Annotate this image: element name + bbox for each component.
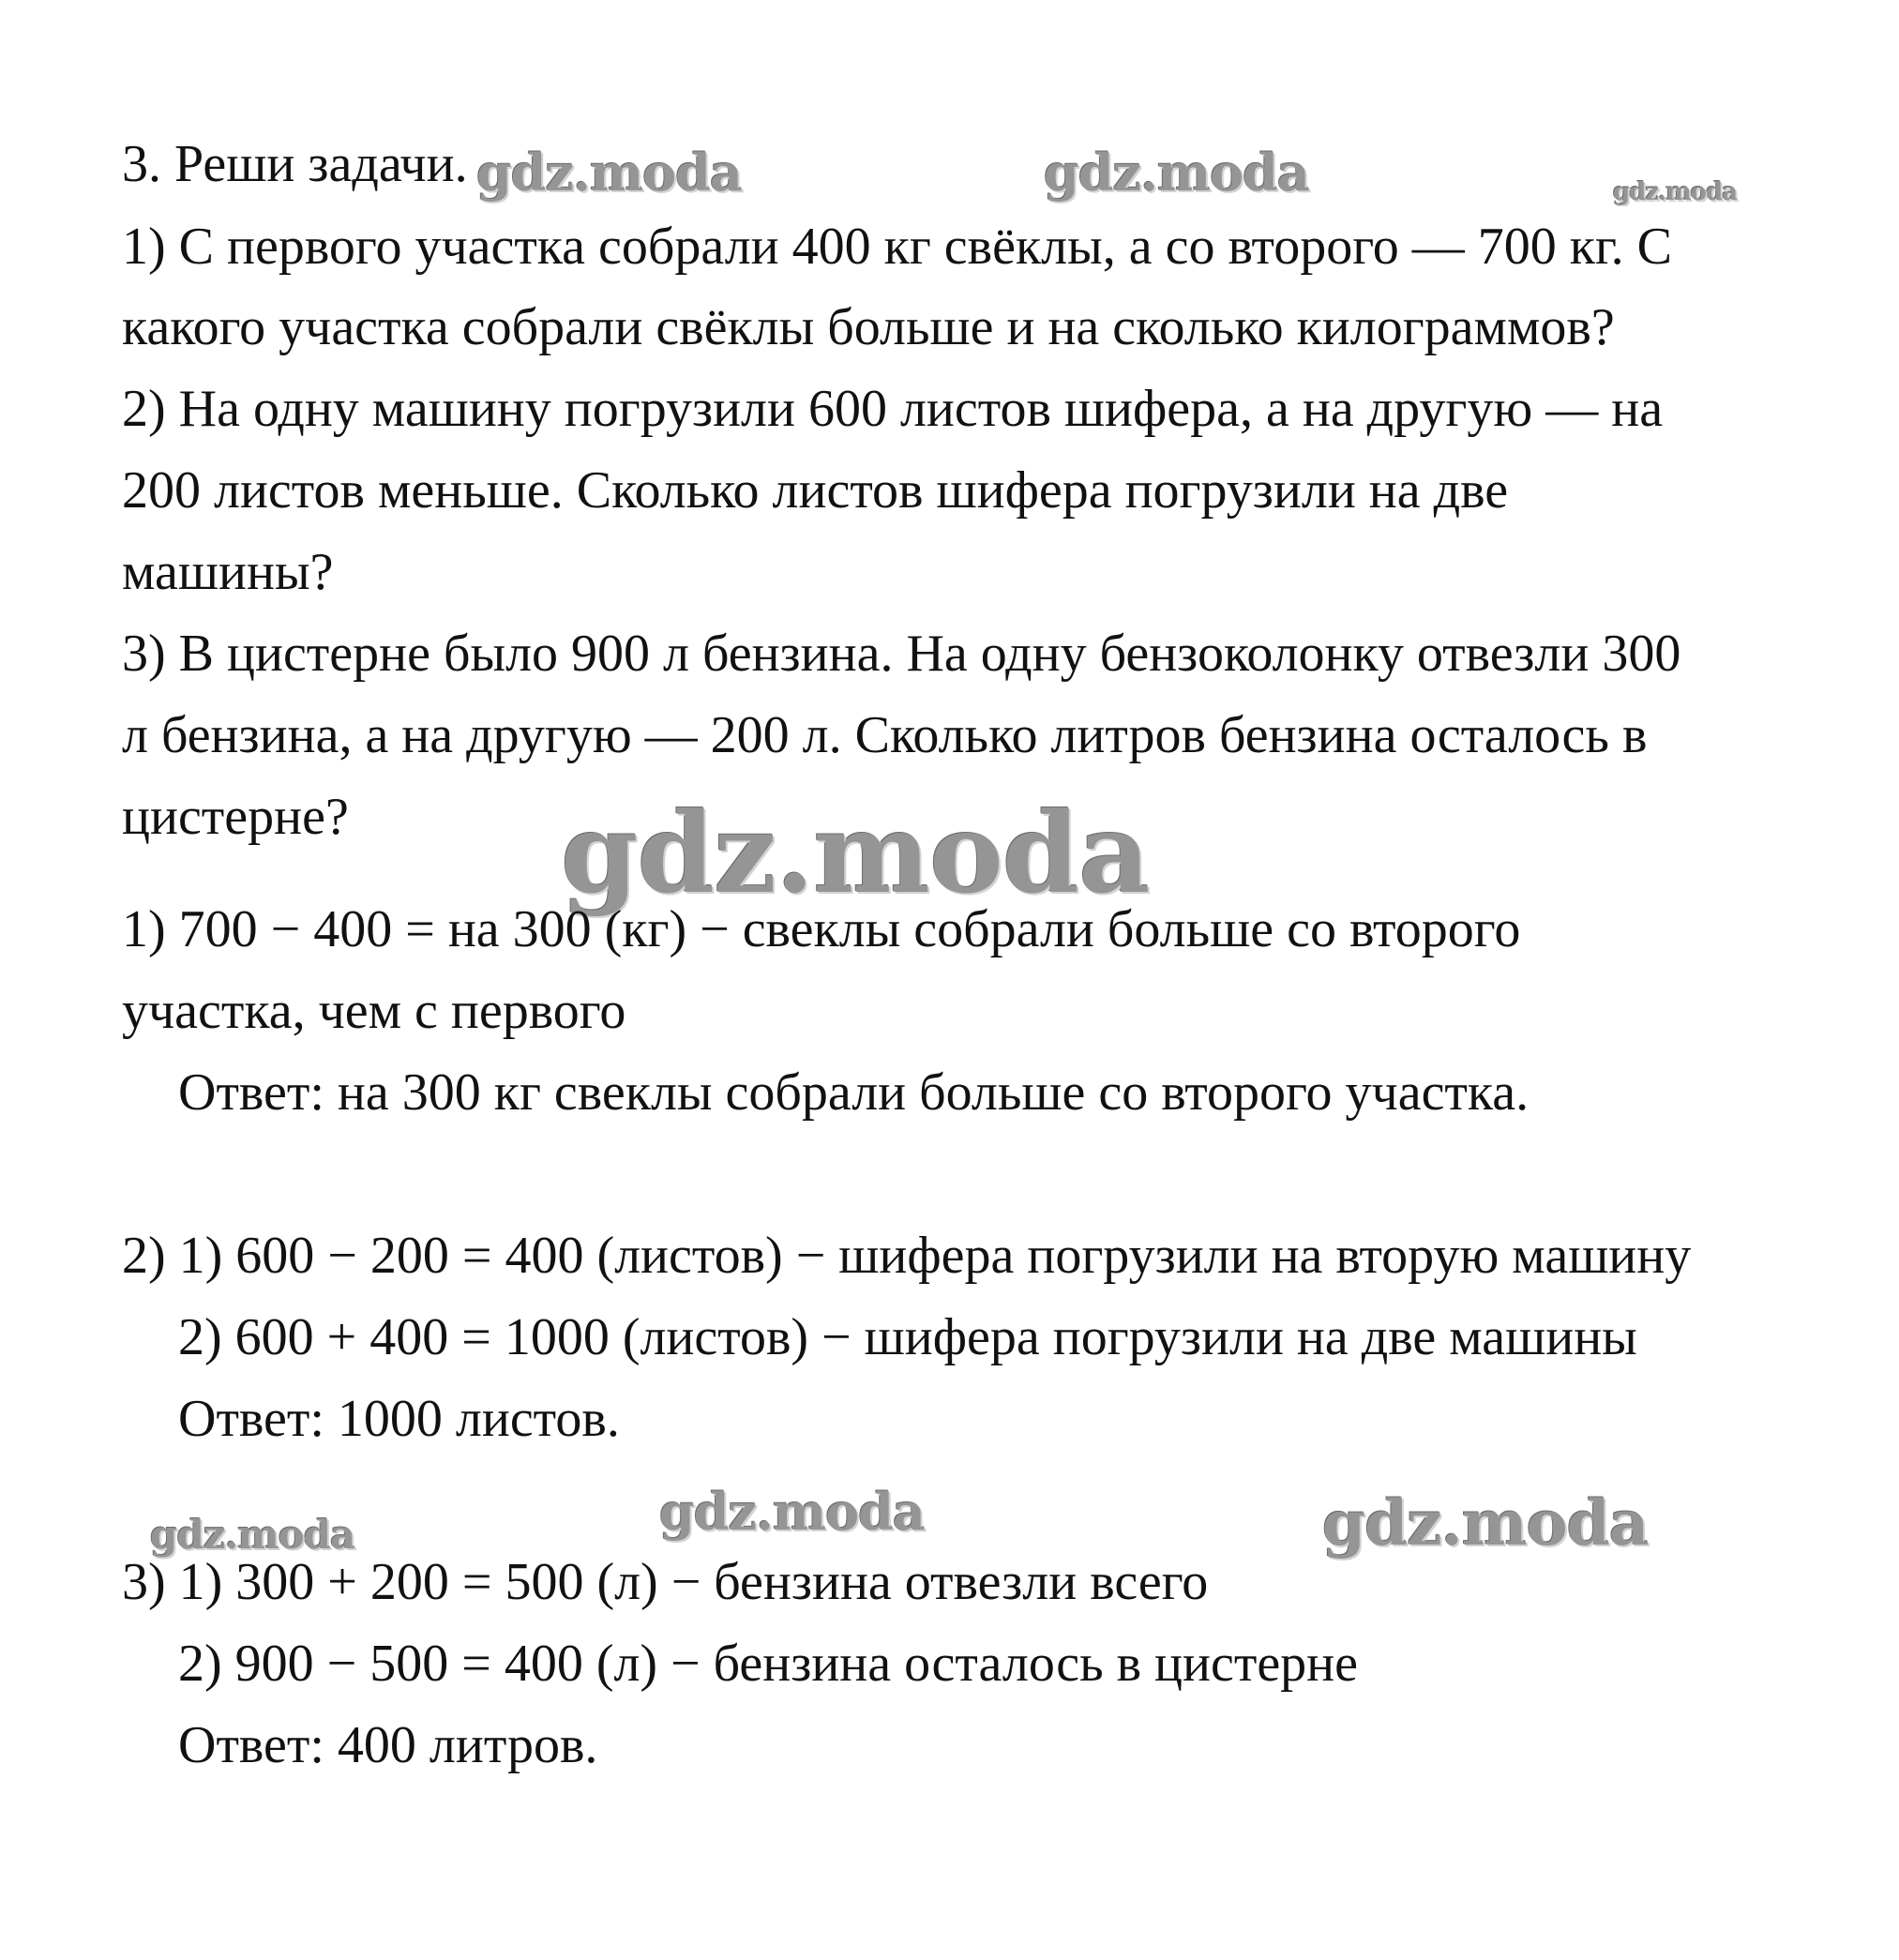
solution-1-line-2: участка, чем с первого	[122, 982, 626, 1040]
watermark: gdz.moda	[1322, 1486, 1649, 1560]
task-heading: 3. Реши задачи.	[122, 135, 468, 193]
problem-1-line-2: какого участка собрали свёклы больше и на сколько килограммов?	[122, 298, 1615, 356]
watermark: gdz.moda	[1044, 143, 1309, 203]
problem-3-line-2: л бензина, а на другую — 200 л. Сколько литров бензина осталось в	[122, 706, 1648, 764]
problem-1-line-1: 1) С первого участка собрали 400 кг свёклы, а со второго — 700 кг. С	[122, 218, 1673, 276]
problem-2-line-2: 200 листов меньше. Сколько листов шифера погрузили на две	[122, 461, 1509, 520]
problem-2-line-1: 2) На одну машину погрузили 600 листов шифера, а на другую — на	[122, 380, 1664, 438]
solution-3-line-2: 2) 900 − 500 = 400 (л) − бензина осталось в цистерне	[178, 1635, 1359, 1693]
solution-1-line-1: 1) 700 − 400 = на 300 (кг) − свеклы собрали больше со второго	[122, 900, 1521, 958]
watermark: gdz.moda	[561, 788, 1150, 918]
solution-2-line-2: 2) 600 + 400 = 1000 (листов) − шифера погрузили на две машины	[178, 1308, 1637, 1366]
solution-3-answer: Ответ: 400 литров.	[178, 1716, 598, 1774]
watermark: gdz.moda	[1613, 178, 1738, 206]
problem-2-line-3: машины?	[122, 543, 334, 601]
watermark: gdz.moda	[659, 1482, 925, 1542]
problem-3-line-3: цистерне?	[122, 788, 349, 846]
problem-3-line-1: 3) В цистерне было 900 л бензина. На одну бензоколонку отвезли 300	[122, 625, 1681, 683]
solution-3-line-1: 3) 1) 300 + 200 = 500 (л) − бензина отвезли всего	[122, 1553, 1209, 1611]
solution-2-answer: Ответ: 1000 листов.	[178, 1390, 620, 1448]
watermark: gdz.moda	[150, 1512, 355, 1558]
solution-1-answer: Ответ: на 300 кг свеклы собрали больше со второго участка.	[178, 1063, 1530, 1122]
solution-2-line-1: 2) 1) 600 − 200 = 400 (листов) − шифера погрузили на вторую машину	[122, 1227, 1692, 1285]
watermark: gdz.moda	[476, 143, 742, 203]
